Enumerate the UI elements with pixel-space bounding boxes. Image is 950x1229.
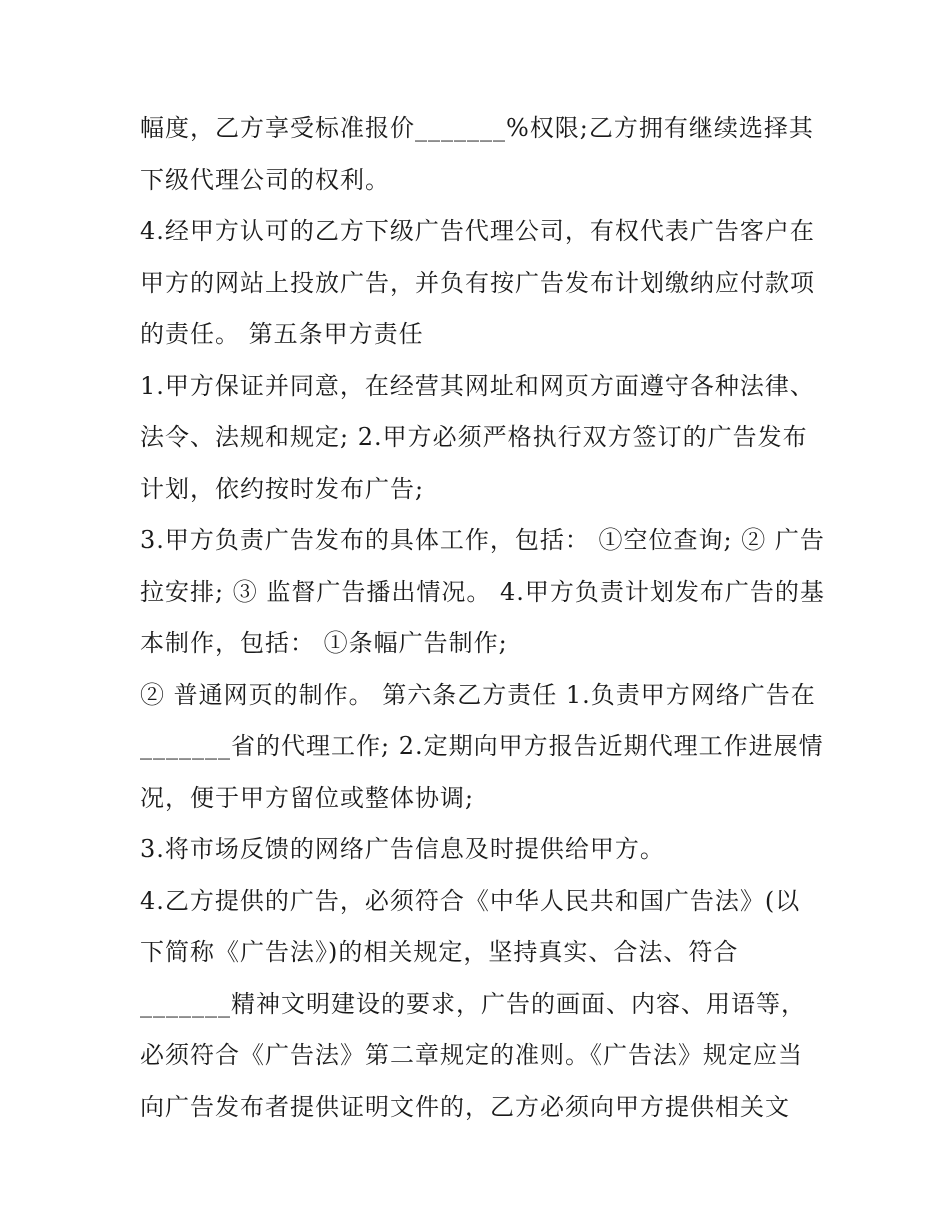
text-line: 况，便于甲方留位或整体协调;: [140, 783, 475, 812]
text-line: 幅度，乙方享受标准报价_______%权限;乙方拥有继续选择其: [140, 114, 814, 142]
document-body: [140, 103, 825, 1133]
text-line: 本制作，包括： ①条幅广告制作;: [140, 629, 508, 657]
text-line: ② 普通网页的制作。 第六条乙方责任 1.负责甲方网络广告在: [140, 680, 816, 709]
text-line: 甲方的网站上投放广告，并负有按广告发布计划缴纳应付款项: [140, 268, 815, 297]
text-line: 的责任。 第五条甲方责任: [140, 320, 424, 348]
text-line: 3.甲方负责广告发布的具体工作，包括： ①空位查询; ② 广告: [140, 526, 825, 554]
text-line: 4.乙方提供的广告，必须符合《中华人民共和国广告法》(以: [140, 886, 801, 915]
text-line: 4.经甲方认可的乙方下级广告代理公司，有权代表广告客户在: [140, 217, 815, 245]
text-line: 拉安排; ③ 监督广告播出情况。 4.甲方负责计划发布广告的基: [140, 577, 825, 606]
text-line: _______精神文明建设的要求，广告的画面、内容、用语等，: [140, 989, 806, 1018]
text-line: _______省的代理工作; 2.定期向甲方报告近期代理工作进展情: [140, 732, 824, 760]
text-line: 计划，依约按时发布广告;: [140, 474, 425, 503]
text-line: 下级代理公司的权利。: [140, 165, 390, 194]
text-line: 向广告发布者提供证明文件的，乙方必须向甲方提供相关文: [140, 1092, 790, 1121]
text-line: 法令、法规和规定; 2.甲方必须严格执行双方签订的广告发布: [140, 423, 808, 451]
text-line: 1.甲方保证并同意，在经营其网址和网页方面遵守各种法律、: [140, 371, 815, 400]
text-line: 3.将市场反馈的网络广告信息及时提供给甲方。: [140, 835, 665, 863]
text-line: 下简称《广告法》)的相关规定，坚持真实、合法、符合: [140, 938, 739, 966]
text-line: 必须符合《广告法》第二章规定的准则。《广告法》规定应当: [140, 1041, 803, 1069]
